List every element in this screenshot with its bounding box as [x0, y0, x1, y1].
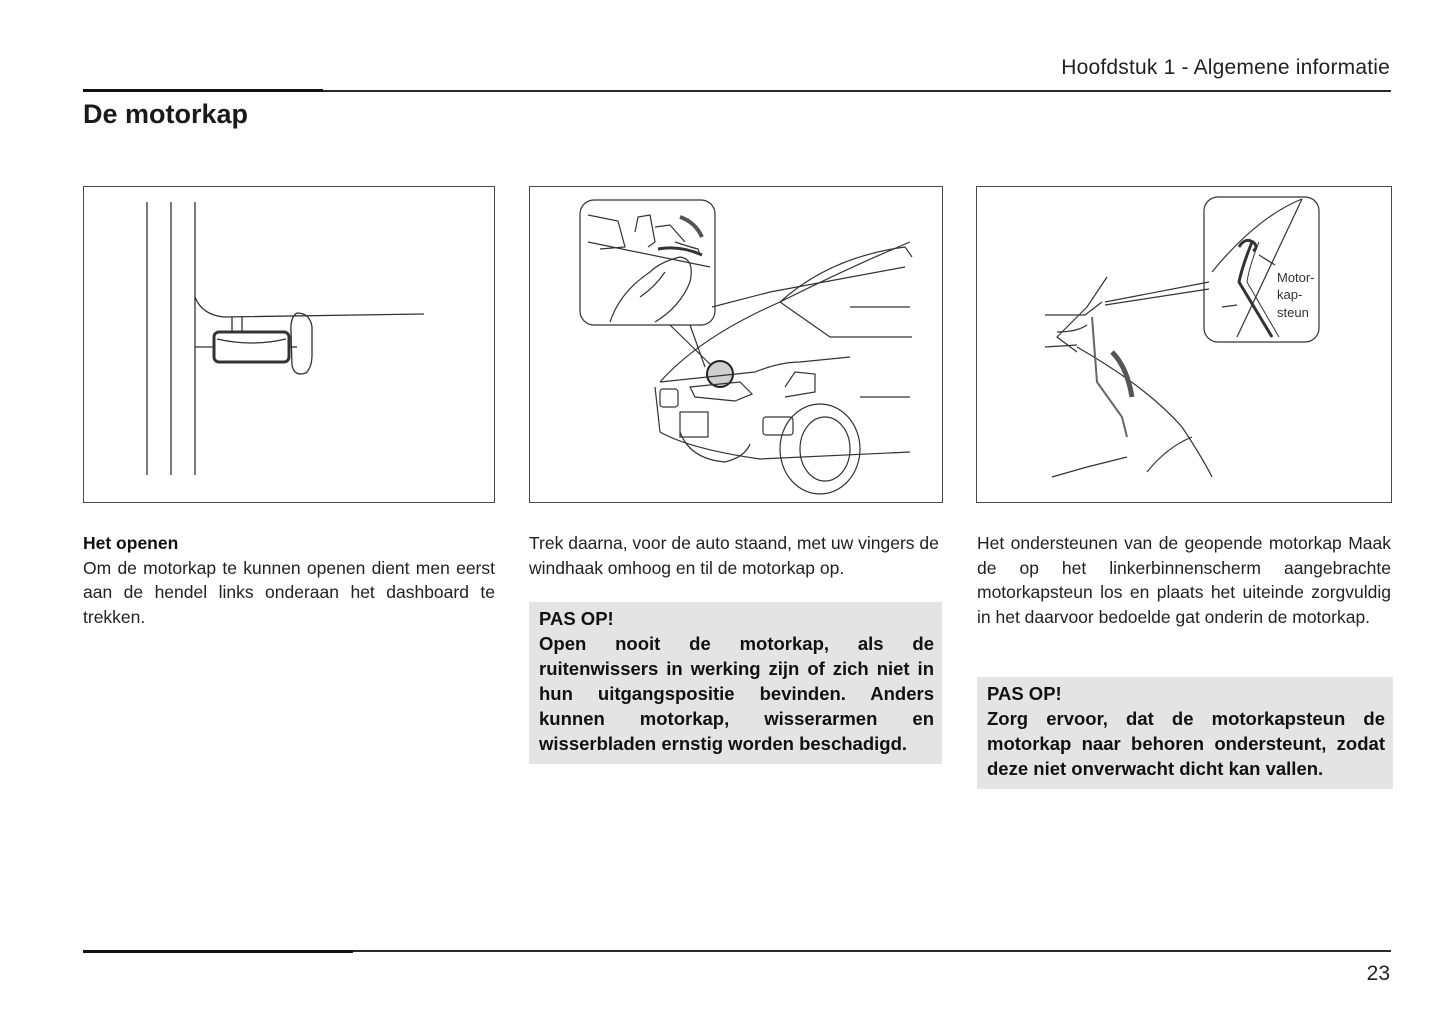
support-label-line3: steun [1277, 305, 1309, 320]
opening-instructions: Om de motorkap te kunnen openen dient men eerst aan de hendel links onderaan het dashboard te trekken. [83, 557, 495, 627]
figure-hood-release-lever [83, 186, 495, 503]
warning-box-wipers [529, 602, 942, 764]
hood-support-rod-illustration [977, 187, 1391, 502]
support-label-line2: kap- [1277, 287, 1303, 302]
support-instructions: Het ondersteunen van de geopende motorkap Maak de op het linkerbinnenscherm aangebrachte motorkapsteun los en plaats het uiteinde zorgvuldig in het daarvoor bedoelde gat onderin de motorkap. [977, 533, 1391, 627]
hood-release-lever-illustration [84, 187, 494, 502]
header-rule [83, 90, 1391, 92]
figure-hood-support [976, 186, 1392, 503]
footer-rule [83, 950, 1391, 952]
car-hood-latch-illustration [530, 187, 942, 502]
warning-title: PAS OP! [987, 683, 1062, 704]
column-latch [529, 531, 942, 580]
page-number: 23 [1366, 962, 1390, 985]
page-title: De motorkap [83, 99, 249, 129]
column-opening [83, 531, 495, 629]
chapter-header: Hoofdstuk 1 - Algemene informatie [1061, 56, 1390, 79]
warning-title: PAS OP! [539, 608, 614, 629]
section-heading-opening: Het openen [83, 533, 179, 553]
column-support [977, 531, 1391, 629]
latch-instructions: Trek daarna, voor de auto staand, met uw vingers de windhaak omhoog en til de motorkap op. [529, 533, 939, 578]
warning-box-support [977, 677, 1393, 789]
support-label-line1: Motor- [1277, 270, 1315, 285]
figure-hood-latch [529, 186, 943, 503]
warning-text: Zorg ervoor, dat de motorkapsteun de motorkap naar behoren ondersteunt, zodat deze niet onverwacht dicht kan vallen. [987, 708, 1385, 779]
warning-text: Open nooit de motorkap, als de ruitenwissers in werking zijn of zich niet in hun uitgangspositie bevinden. Anders kunnen motorkap, wisserarmen en wisserbladen ernstig worden beschadigd. [539, 633, 934, 754]
